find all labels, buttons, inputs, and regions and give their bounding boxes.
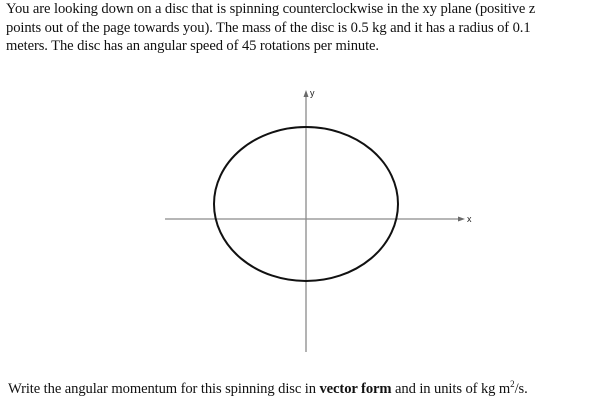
problem-line-1: You are looking down on a disc that is spinning counterclockwise in the xy plane (positive z <box>6 1 536 17</box>
question-emphasis: vector form <box>319 381 392 397</box>
problem-line-2: points out of the page towards you). The mass of the disc is 0.5 kg and it has a radius of 0.1 <box>6 19 531 36</box>
question-before: Write the angular momentum for this spinning disc in <box>8 381 320 397</box>
x-axis-arrowhead <box>458 217 465 222</box>
question-text <box>8 380 528 398</box>
y-axis-arrowhead <box>304 90 309 97</box>
x-axis-label: x <box>467 214 472 224</box>
question-after: /s. <box>514 381 528 397</box>
problem-line-3: meters. The disc has an angular speed of 45 rotations per minute. <box>6 38 379 54</box>
question-middle: and in units of kg m <box>391 381 511 397</box>
question-superscript: 2 <box>510 379 515 390</box>
y-axis-label: y <box>310 88 315 98</box>
